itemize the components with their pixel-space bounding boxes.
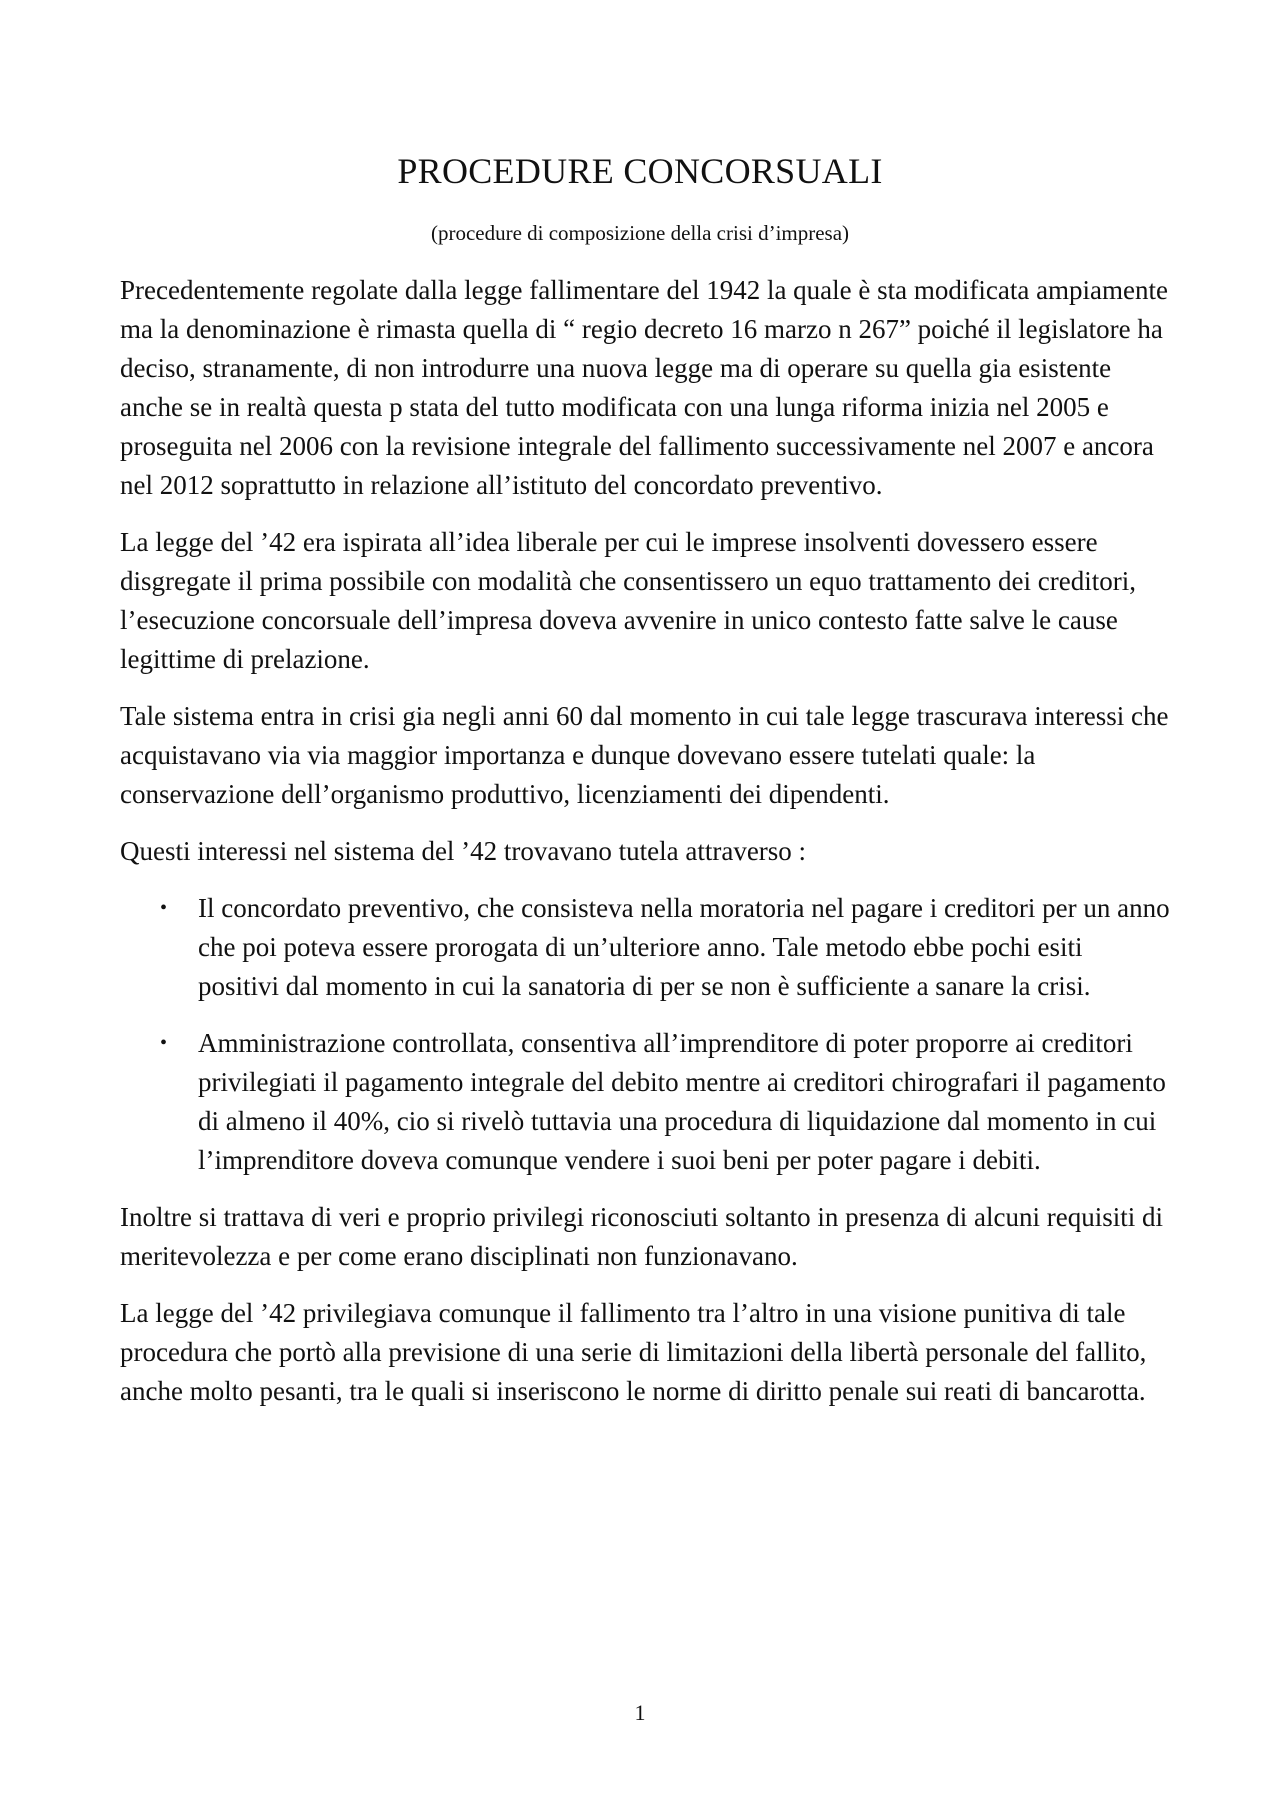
paragraph: Precedentemente regolate dalla legge fallimentare del 1942 la quale è sta modificata ampiamente ma la denominazione è rimasta quella di “ regio decreto 16 marzo n 267” poiché il legislatore ha deciso, stranamente, di non introdurre una nuova legge ma di operare su quella gia esistente anche se in realtà questa p stata del tutto modificata con una lunga riforma inizia nel 2005 e proseguita nel 2006 con la revisione integrale del fallimento successivamente nel 2007 e ancora nel 2012 soprattutto in relazione all’istituto del concordato preventivo. — [120, 275, 1169, 500]
document-title: PROCEDURE CONCORSUALI — [397, 151, 883, 191]
list-item-text: Il concordato preventivo, che consisteva nella moratoria nel pagare i creditori per un anno che poi poteva essere prorogata di un’ulteriore anno. Tale metodo ebbe pochi esiti positivi dal momento in cui la sanatoria di per se non è sufficiente a sanare la crisi. — [198, 893, 1170, 1001]
list-item — [120, 1024, 1170, 1180]
bullet-icon: • — [160, 897, 168, 919]
paragraph: Inoltre si trattava di veri e proprio privilegi riconosciuti soltanto in presenza di alcuni requisiti di meritevolezza e per come erano disciplinati non funzionavano. — [120, 1202, 1163, 1271]
bullet-list — [120, 889, 1170, 1180]
list-item — [120, 889, 1170, 1006]
paragraph: La legge del ’42 era ispirata all’idea liberale per cui le imprese insolventi dovessero essere disgregate il prima possibile con modalità che consentissero un equo trattamento dei creditori, l’esecuzione concorsuale dell’impresa doveva avvenire in unico contesto fatte salve le cause legittime di prelazione. — [120, 527, 1136, 674]
paragraph: La legge del ’42 privilegiava comunque il fallimento tra l’altro in una visione punitiva di tale procedura che portò alla previsione di una serie di limitazioni della libertà personale del fallito, anche molto pesanti, tra le quali si inseriscono le norme di diritto penale sui reati di bancarotta. — [120, 1298, 1147, 1406]
document-subtitle: (procedure di composizione della crisi d’impresa) — [430, 221, 850, 245]
document-body — [120, 271, 1170, 1429]
page-number: 1 — [634, 1700, 646, 1725]
paragraph: Questi interessi nel sistema del ’42 trovavano tutela attraverso : — [120, 836, 807, 866]
paragraph: Tale sistema entra in crisi gia negli anni 60 dal momento in cui tale legge trascurava interessi che acquistavano via via maggior importanza e dunque dovevano essere tutelati quale: la conservazione dell’organismo produttivo, licenziamenti dei dipendenti. — [120, 701, 1169, 809]
list-item-text: Amministrazione controllata, consentiva all’imprenditore di poter proporre ai creditori privilegiati il pagamento integrale del debito mentre ai creditori chirografari il pagamento di almeno il 40%, cio si rivelò tuttavia una procedura di liquidazione dal momento in cui l’imprenditore doveva comunque vendere i suoi beni per poter pagare i debiti. — [198, 1028, 1166, 1175]
bullet-icon: • — [160, 1032, 168, 1054]
